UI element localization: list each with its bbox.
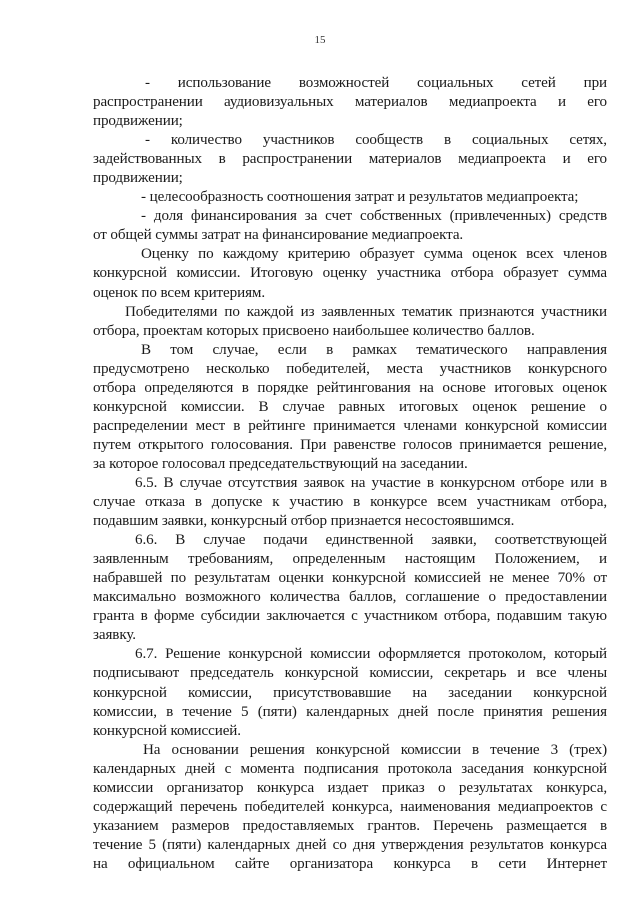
text-line: Победителями по каждой из заявленных тематик признаются участники: [125, 303, 607, 320]
text-line: комиссии, в течение 5 (пяти) календарных дней после принятия решения: [93, 703, 607, 720]
text-line: на официальном сайте организатора конкурса в сети Интернет: [93, 855, 607, 872]
text-line: путем открытого голосования. При равенстве голосов принимается решение,: [93, 436, 607, 453]
text-line: конкурсной комиссии. Итоговую оценку участника отбора образует сумма: [93, 265, 607, 282]
text-line: отбора определяются в порядке рейтингования на основе итоговых оценок: [93, 379, 607, 396]
text-line: - целесообразность соотношения затрат и результатов медиапроекта;: [141, 189, 579, 206]
text-line: конкурсной комиссии, присутствовавшие на заседании конкурсной: [93, 684, 607, 701]
text-line: течение 5 (пяти) календарных дней со дня утверждения результатов конкурса: [93, 836, 607, 853]
text-line: календарных дней с момента подписания протокола заседания конкурсной: [93, 760, 607, 777]
text-line: - доля финансирования за счет собственных (привлеченных) средств: [141, 208, 607, 225]
text-line: от общей суммы затрат на финансирование медиапроекта.: [93, 227, 464, 244]
text-line: случае отказа в допуске к участию в конкурсе всем участникам отбора,: [93, 494, 607, 511]
text-line: отбора, проектам которых присвоено наибольшее количество баллов.: [93, 322, 535, 339]
text-line: В том случае, если в рамках тематического направления: [141, 341, 607, 358]
text-line: оценок по всем критериям.: [93, 284, 266, 301]
text-line: заявленным требованиям, определенным настоящим Положением, и: [93, 551, 607, 568]
text-line: продвижении;: [93, 113, 183, 130]
text-line: заявку.: [93, 627, 136, 644]
body-text: [93, 74, 607, 874]
page-number: 15: [314, 34, 326, 46]
text-line: 6.5. В случае отсутствия заявок на участие в конкурсном отборе или в: [135, 474, 607, 491]
text-line: конкурсной комиссией.: [93, 722, 241, 739]
text-line: На основании решения конкурсной комиссии в течение 3 (трех): [143, 741, 607, 758]
text-line: максимально возможного количества баллов, соглашение о предоставлении: [93, 589, 607, 606]
text-line: продвижении;: [93, 170, 183, 187]
text-line: предусмотрено несколько победителей, места участников конкурсного: [93, 360, 607, 377]
text-line: - использование возможностей социальных сетей при: [145, 75, 607, 91]
text-line: распределении мест в рейтинге принимается членами конкурсной комиссии: [93, 417, 607, 434]
text-line: 6.6. В случае подачи единственной заявки, соответствующей: [135, 532, 607, 549]
text-line: задействованных в распространении материалов медиапроекта и его: [93, 151, 607, 168]
text-line: набравшей по результатам оценки конкурсной комиссией не менее 70% от: [93, 570, 607, 587]
text-line: за которое голосовал председательствующий на заседании.: [93, 455, 468, 472]
text-line: распространении аудиовизуальных материалов медиапроекта и его: [93, 94, 607, 111]
text-line: содержащий перечень победителей конкурса, наименования медиапроектов с: [93, 798, 607, 815]
text-line: комиссии организатор конкурса издает приказ о результатах конкурса,: [93, 779, 607, 796]
text-line: подписывают председатель конкурсной комиссии, секретарь и все члены: [93, 665, 607, 682]
text-line: конкурсной комиссии. В случае равных итоговых оценок решение о: [93, 398, 607, 415]
text-line: гранта в форме субсидии заключается с участником отбора, подавшим такую: [93, 608, 607, 625]
text-line: Оценку по каждому критерию образует сумма оценок всех членов: [141, 246, 607, 263]
text-line: подавшим заявки, конкурсный отбор признается несостоявшимся.: [93, 513, 515, 530]
text-line: - количество участников сообществ в социальных сетях,: [145, 132, 607, 149]
text-line: указанием размеров предоставляемых грантов. Перечень размещается в: [93, 817, 607, 834]
text-line: 6.7. Решение конкурсной комиссии оформляется протоколом, который: [135, 646, 607, 663]
